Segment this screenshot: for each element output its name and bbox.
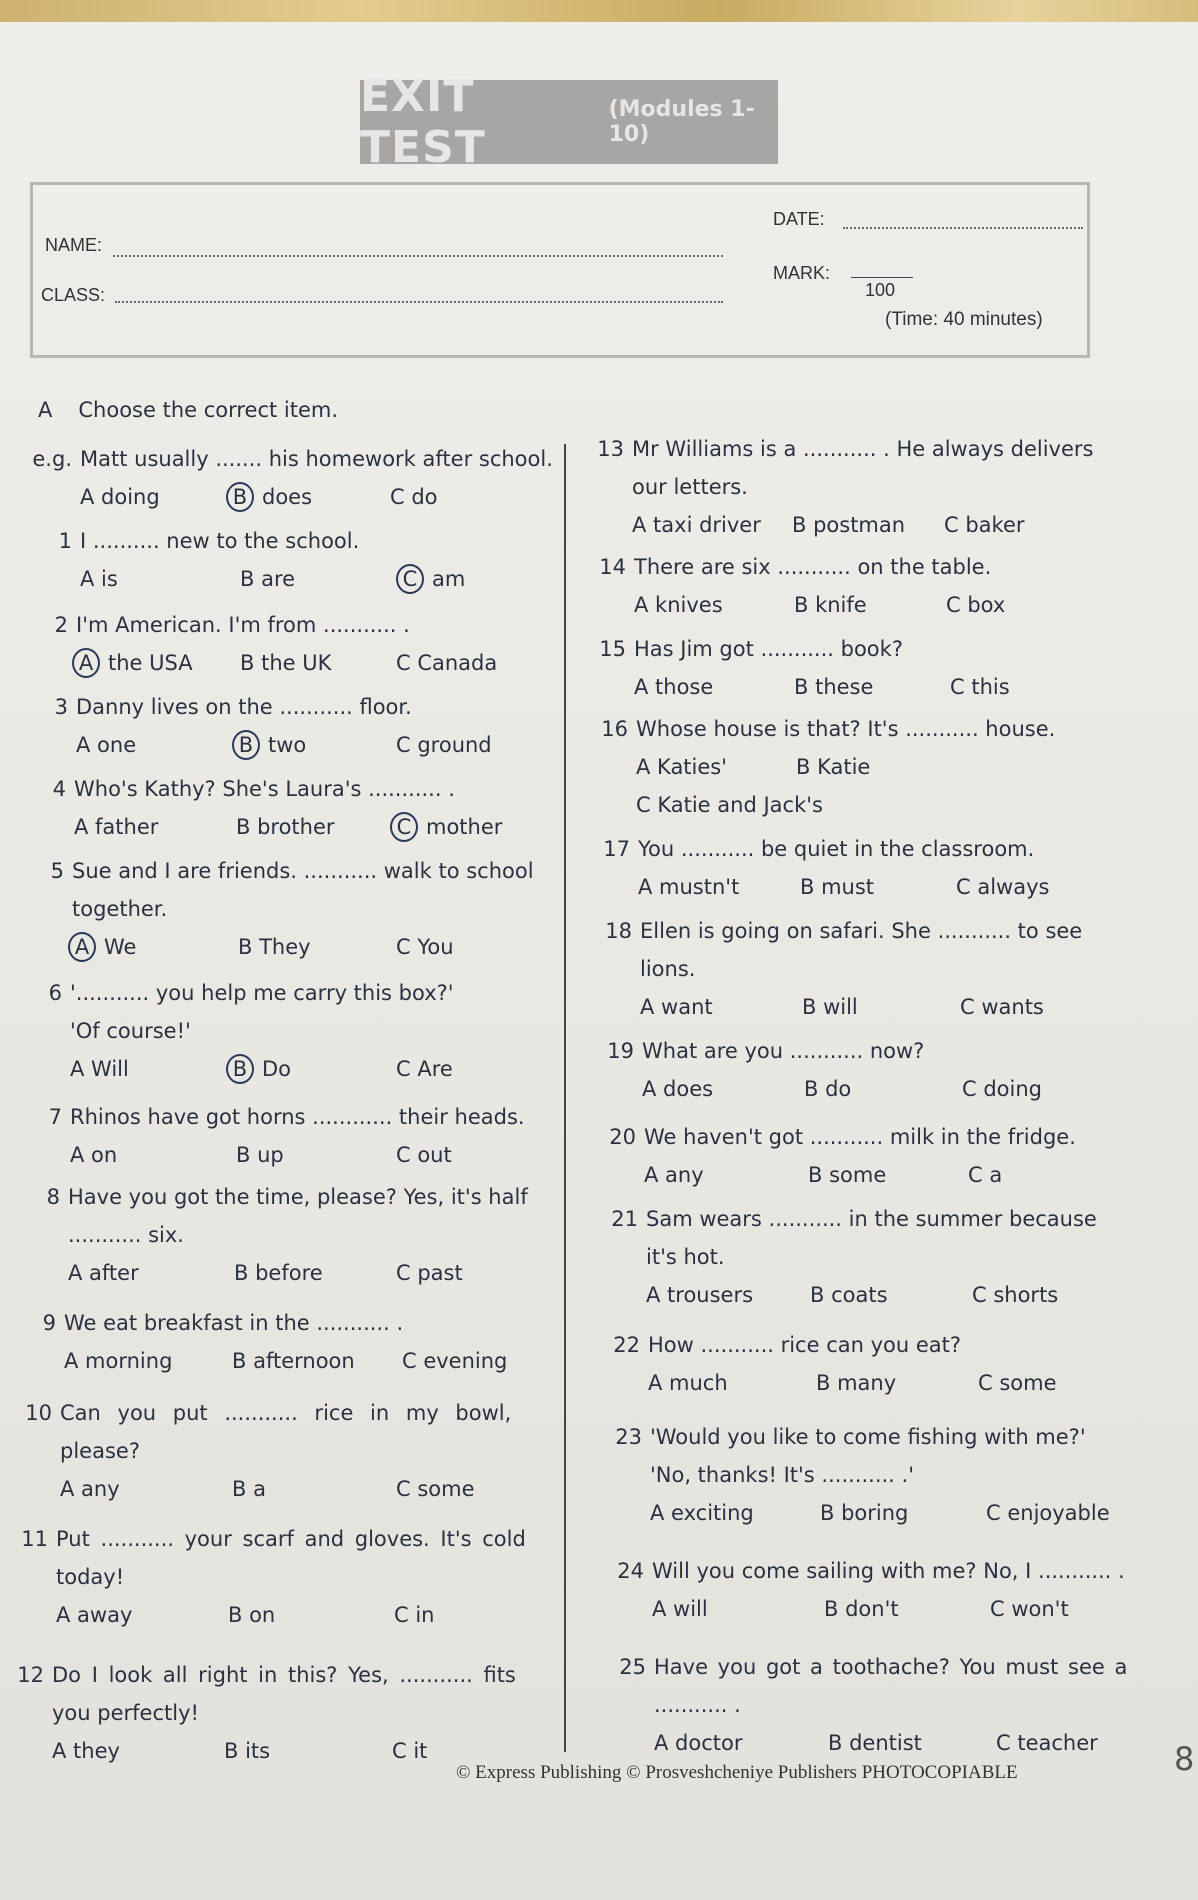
instruction-text: Choose the correct item.	[78, 398, 339, 422]
question-stem: I .......... new to the school.	[80, 529, 360, 553]
question-stem: Have you got a toothache? You must see a	[654, 1655, 1128, 1679]
option-c[interactable]: C this	[950, 675, 1010, 699]
option-b-circled[interactable]: B two	[236, 726, 396, 764]
section-instruction	[38, 398, 338, 422]
question-number: 8	[46, 1185, 60, 1209]
option-b[interactable]: B don't	[824, 1597, 899, 1621]
option-a[interactable]: A on	[70, 1143, 118, 1167]
option-c-circled[interactable]: C am	[400, 560, 465, 598]
name-label: NAME:	[45, 235, 103, 255]
copyright-footer: © Express Publishing © Prosveshcheniye Publishers PHOTOCOPIABLE	[456, 1762, 1018, 1783]
question-stem-continued: 'No, thanks! It's ........... .'	[650, 1463, 914, 1487]
question-stem: Have you got the time, please? Yes, it's half	[68, 1185, 528, 1209]
question-number: 2	[54, 613, 68, 637]
option-c[interactable]: C enjoyable	[986, 1501, 1110, 1525]
question-stem: Can you put ........... rice in my bowl,	[60, 1401, 512, 1425]
option-c[interactable]: C evening	[402, 1349, 508, 1373]
question-13	[597, 430, 1094, 544]
question-stem: Ellen is going on safari. She ........... to see	[640, 919, 1083, 943]
question-stem-continued: together.	[72, 897, 168, 921]
question-stem-continued: you perfectly!	[52, 1701, 199, 1725]
option-c-circled[interactable]: C mother	[394, 808, 502, 846]
student-info-box	[30, 182, 1090, 358]
question-stem: We eat breakfast in the ........... .	[64, 1311, 404, 1335]
question-number: 16	[601, 717, 628, 741]
question-22	[613, 1326, 1057, 1402]
question-3	[54, 688, 492, 764]
question-stem: Will you come sailing with me? No, I ........... .	[652, 1559, 1125, 1583]
question-number: 7	[48, 1105, 62, 1129]
date-line	[843, 227, 1083, 229]
option-a[interactable]: A they	[52, 1739, 120, 1763]
option-c[interactable]: C in	[394, 1603, 435, 1627]
option-b[interactable]: B these	[794, 675, 874, 699]
question-21	[611, 1200, 1097, 1314]
option-c[interactable]: C always	[956, 875, 1050, 899]
question-stem: There are six ........... on the table.	[634, 555, 992, 579]
question-14	[599, 548, 1006, 624]
question-number: 21	[611, 1207, 638, 1231]
option-a[interactable]: A Will	[70, 1057, 129, 1081]
question-stem: Mr Williams is a ........... . He always delivers	[632, 437, 1094, 461]
question-18	[605, 912, 1083, 1026]
option-a[interactable]: A one	[76, 733, 137, 757]
question-number: 1	[58, 529, 72, 553]
option-c[interactable]: C doing	[962, 1077, 1042, 1101]
question-11	[21, 1520, 526, 1634]
question-17	[603, 830, 1050, 906]
option-c[interactable]: C it	[392, 1739, 428, 1763]
option-a-circled[interactable]: A the USA	[76, 644, 240, 682]
option-b[interactable]: B coats	[810, 1283, 888, 1307]
question-stem: How ........... rice can you eat?	[648, 1333, 962, 1357]
question-number: 22	[613, 1333, 640, 1357]
question-number: 11	[21, 1527, 48, 1551]
question-number: 24	[617, 1559, 644, 1583]
option-a[interactable]: A any	[644, 1163, 704, 1187]
option-a[interactable]: A away	[56, 1603, 133, 1627]
question-stem-continued: today!	[56, 1565, 125, 1589]
question-stem-continued: it's hot.	[646, 1245, 725, 1269]
question-19	[607, 1032, 1042, 1108]
question-4	[52, 770, 503, 846]
option-c[interactable]: C out	[396, 1143, 452, 1167]
question-10	[25, 1394, 512, 1508]
option-c[interactable]: C some	[978, 1371, 1057, 1395]
question-stem: Whose house is that? It's ........... house.	[636, 717, 1056, 741]
option-b[interactable]: B up	[236, 1143, 284, 1167]
question-12	[17, 1656, 516, 1770]
question-eg	[32, 440, 553, 516]
question-number: 4	[52, 777, 66, 801]
option-b[interactable]: B must	[800, 875, 875, 899]
option-c[interactable]: C some	[396, 1477, 475, 1501]
question-number: e.g.	[32, 447, 72, 471]
question-1	[58, 522, 466, 598]
option-a[interactable]: A after	[68, 1261, 139, 1285]
option-a-circled[interactable]: A We	[72, 928, 238, 966]
mark-fraction-bar	[851, 277, 913, 278]
question-stem-continued: lions.	[640, 957, 696, 981]
option-b[interactable]: B a	[232, 1477, 266, 1501]
option-a[interactable]: A doctor	[654, 1731, 743, 1755]
option-a[interactable]: A exciting	[650, 1501, 754, 1525]
question-5	[50, 852, 534, 966]
mark-denominator: 100	[865, 280, 896, 300]
question-8	[46, 1178, 528, 1292]
question-number: 9	[42, 1311, 56, 1335]
question-6	[48, 974, 454, 1088]
option-b[interactable]: B boring	[820, 1501, 909, 1525]
page-title: EXIT TEST	[360, 71, 486, 173]
option-b[interactable]: B the UK	[240, 651, 332, 675]
option-b[interactable]: B will	[802, 995, 858, 1019]
option-c[interactable]: C a	[968, 1163, 1003, 1187]
question-stem: 'Would you like to come fishing with me?'	[650, 1425, 1086, 1449]
option-b[interactable]: B postman	[792, 513, 906, 537]
question-number: 20	[609, 1125, 636, 1149]
option-b[interactable]: B many	[816, 1371, 897, 1395]
question-23	[615, 1418, 1110, 1532]
option-c[interactable]: C teacher	[996, 1731, 1098, 1755]
mark-label: MARK:	[773, 263, 831, 283]
question-20	[609, 1118, 1076, 1194]
question-stem-continued: please?	[60, 1439, 140, 1463]
option-c[interactable]: C shorts	[972, 1283, 1059, 1307]
option-a[interactable]: A any	[60, 1477, 120, 1501]
option-b[interactable]: B do	[804, 1077, 852, 1101]
question-stem-continued: our letters.	[632, 475, 748, 499]
option-b[interactable]: B dentist	[828, 1731, 922, 1755]
option-a[interactable]: A want	[640, 995, 713, 1019]
option-a[interactable]: A Katies'	[636, 755, 728, 779]
option-b[interactable]: B They	[238, 935, 311, 959]
question-stem: Danny lives on the ........... floor.	[76, 695, 412, 719]
question-stem: Put ........... your scarf and gloves. It's cold	[56, 1527, 526, 1551]
option-b[interactable]: B before	[234, 1261, 323, 1285]
option-c[interactable]: C box	[946, 593, 1006, 617]
option-b[interactable]: B on	[228, 1603, 276, 1627]
option-b[interactable]: B knife	[794, 593, 867, 617]
question-stem-continued: ........... .	[654, 1693, 741, 1717]
option-c[interactable]: C You	[396, 935, 454, 959]
option-a[interactable]: A does	[642, 1077, 714, 1101]
option-a[interactable]: A morning	[64, 1349, 173, 1373]
option-a[interactable]: A taxi driver	[632, 513, 761, 537]
option-a[interactable]: A knives	[634, 593, 723, 617]
option-c[interactable]: C Canada	[396, 651, 498, 675]
question-number: 23	[615, 1425, 642, 1449]
question-9	[42, 1304, 508, 1380]
class-line	[115, 301, 723, 303]
time-limit: (Time: 40 minutes)	[885, 309, 1043, 330]
option-c[interactable]: C Katie and Jack's	[636, 793, 823, 817]
question-stem: We haven't got ........... milk in the fridge.	[644, 1125, 1076, 1149]
question-number: 10	[25, 1401, 52, 1425]
option-b[interactable]: B Katie	[796, 755, 871, 779]
question-stem: Rhinos have got horns ............ their heads.	[70, 1105, 525, 1129]
question-number: 5	[50, 859, 64, 883]
question-number: 17	[603, 837, 630, 861]
page-subtitle: (Modules 1-10)	[608, 97, 755, 147]
question-stem: Has Jim got ........... book?	[634, 637, 903, 661]
column-divider	[564, 444, 566, 1752]
option-a[interactable]: A much	[648, 1371, 728, 1395]
option-c[interactable]: C wants	[960, 995, 1044, 1019]
date-label: DATE:	[773, 209, 825, 229]
question-stem-continued: 'Of course!'	[70, 1019, 191, 1043]
question-stem: '........... you help me carry this box?'	[70, 981, 454, 1005]
question-number: 18	[605, 919, 632, 943]
option-c[interactable]: C ground	[396, 733, 492, 757]
question-stem-continued: ........... six.	[68, 1223, 184, 1247]
question-stem: You ........... be quiet in the classroom.	[638, 837, 1035, 861]
question-stem: Do I look all right in this? Yes, ........... fits	[52, 1663, 516, 1687]
option-b[interactable]: B brother	[236, 815, 335, 839]
option-a[interactable]: A is	[80, 567, 118, 591]
question-16	[601, 710, 1056, 824]
option-a[interactable]: A mustn't	[638, 875, 740, 899]
question-number: 12	[17, 1663, 44, 1687]
question-stem: Matt usually ....... his homework after school.	[80, 447, 553, 471]
option-c[interactable]: C past	[396, 1261, 463, 1285]
question-number: 25	[619, 1655, 646, 1679]
question-number: 13	[597, 437, 624, 461]
question-2	[54, 606, 498, 682]
option-b[interactable]: B are	[240, 567, 296, 591]
option-b-circled[interactable]: B does	[230, 478, 390, 516]
question-number: 3	[54, 695, 68, 719]
option-a[interactable]: A those	[634, 675, 714, 699]
name-line	[113, 255, 723, 257]
class-label: CLASS:	[41, 285, 106, 305]
question-stem: I'm American. I'm from ........... .	[76, 613, 410, 637]
option-b-circled[interactable]: B Do	[230, 1050, 396, 1088]
option-c[interactable]: C do	[390, 485, 438, 509]
question-number: 19	[607, 1039, 634, 1063]
question-15	[599, 630, 1010, 706]
page-number: 8	[1174, 1740, 1195, 1778]
question-stem: What are you ........... now?	[642, 1039, 925, 1063]
question-stem: Who's Kathy? She's Laura's ........... .	[74, 777, 455, 801]
question-number: 14	[599, 555, 626, 579]
option-a[interactable]: A trousers	[646, 1283, 754, 1307]
question-number: 6	[48, 981, 62, 1005]
section-letter: A	[38, 398, 53, 422]
question-number: 15	[599, 637, 626, 661]
option-c[interactable]: C won't	[990, 1597, 1069, 1621]
option-a[interactable]: A will	[652, 1597, 708, 1621]
option-b[interactable]: B some	[808, 1163, 887, 1187]
option-a[interactable]: A doing	[80, 485, 160, 509]
option-c[interactable]: C Are	[396, 1057, 453, 1081]
option-a[interactable]: A father	[74, 815, 159, 839]
question-7	[48, 1098, 525, 1174]
question-stem: Sam wears ........... in the summer because	[646, 1207, 1097, 1231]
question-25	[619, 1648, 1128, 1762]
option-b[interactable]: B its	[224, 1739, 271, 1763]
option-b[interactable]: B afternoon	[232, 1349, 355, 1373]
question-24	[617, 1552, 1125, 1628]
question-stem: Sue and I are friends. ........... walk to school	[72, 859, 534, 883]
title-banner	[360, 71, 778, 173]
option-c[interactable]: C baker	[944, 513, 1025, 537]
